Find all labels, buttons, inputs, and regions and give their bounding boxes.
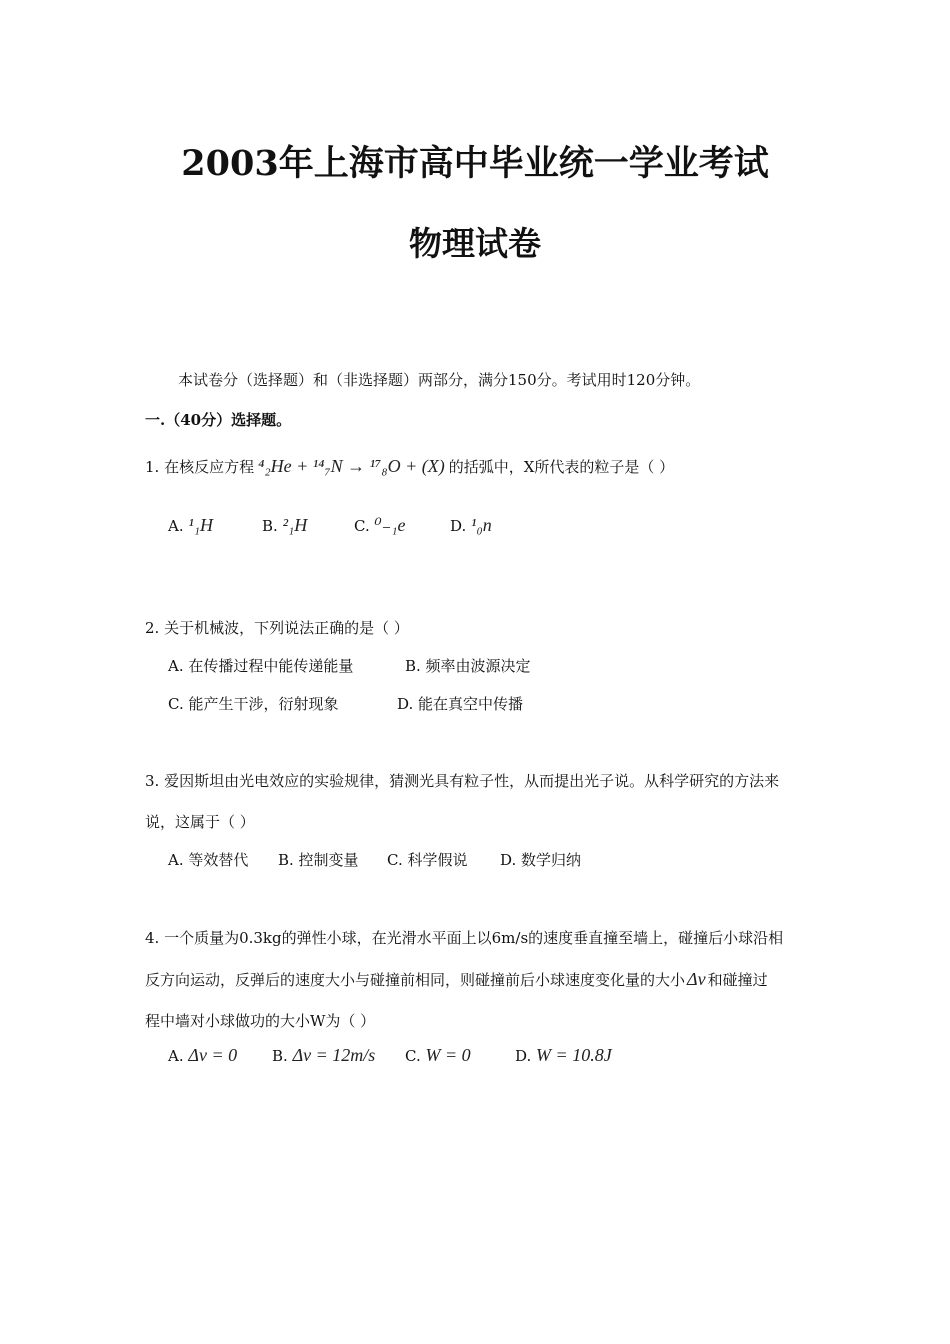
question-2-option-c: C. 能产生干涉，衍射现象 — [168, 695, 339, 713]
section-heading: 一.（40分）选择题。 — [145, 411, 292, 429]
exam-title: 2003年上海市高中毕业统一学业考试 — [181, 143, 769, 184]
question-4-option-d: D. W = 10.8J — [515, 1045, 612, 1065]
question-4-option-c: C. W = 0 — [405, 1045, 471, 1065]
question-3-option-c: C. 科学假说 — [387, 851, 468, 869]
question-1 — [145, 456, 674, 477]
question-2-option-a: A. 在传播过程中能传递能量 — [168, 657, 354, 675]
question-4-line-1: 4. 一个质量为0.3kg的弹性小球，在光滑水平面上以6m/s的速度垂直撞至墙上，碰撞后小球沿相 — [145, 929, 784, 947]
exam-instructions: 本试卷分（选择题）和（非选择题）两部分，满分150分。考试用时120分钟。 — [178, 371, 701, 389]
question-4-option-a: A. Δv = 0 — [168, 1045, 238, 1065]
question-3-line-2: 说，这属于（ ） — [145, 813, 255, 831]
question-2: 2. 关于机械波，下列说法正确的是（ ） — [145, 619, 409, 637]
question-1-prefix: 1. 在核反应方程 — [145, 458, 255, 476]
question-4-option-b: B. Δv = 12m/s — [272, 1045, 376, 1065]
question-4-line-2: 反方向运动，反弹后的速度大小与碰撞前相同，则碰撞前后小球速度变化量的大小 Δv 和碰撞过 — [145, 969, 768, 989]
question-1-option-c: C. ⁰₋₁e — [354, 515, 406, 535]
question-3-option-d: D. 数学归纳 — [500, 851, 582, 869]
question-2-option-b: B. 频率由波源决定 — [405, 657, 531, 675]
delta-v-symbol: Δv — [687, 969, 706, 989]
question-2-option-d: D. 能在真空中传播 — [397, 695, 524, 713]
question-3-option-a: A. 等效替代 — [168, 851, 249, 869]
question-1-option-b: B. ²₁H — [262, 515, 308, 535]
question-4-line-3: 程中墙对小球做功的大小W为（ ） — [145, 1012, 376, 1030]
question-1-suffix: 的括弧中，X所代表的粒子是（ ） — [448, 458, 675, 476]
question-3-line-1: 3. 爱因斯坦由光电效应的实验规律，猜测光具有粒子性，从而提出光子说。从科学研究的方法来 — [145, 772, 780, 790]
question-1-option-d: D. ¹₀n — [450, 515, 492, 535]
question-3-option-b: B. 控制变量 — [278, 851, 359, 869]
question-1-option-a: A. ¹₁H — [168, 515, 214, 535]
exam-subtitle: 物理试卷 — [409, 224, 541, 263]
question-1-equation: ⁴₂He + ¹⁴₇N → ¹⁷₈O + (X) — [258, 456, 445, 476]
